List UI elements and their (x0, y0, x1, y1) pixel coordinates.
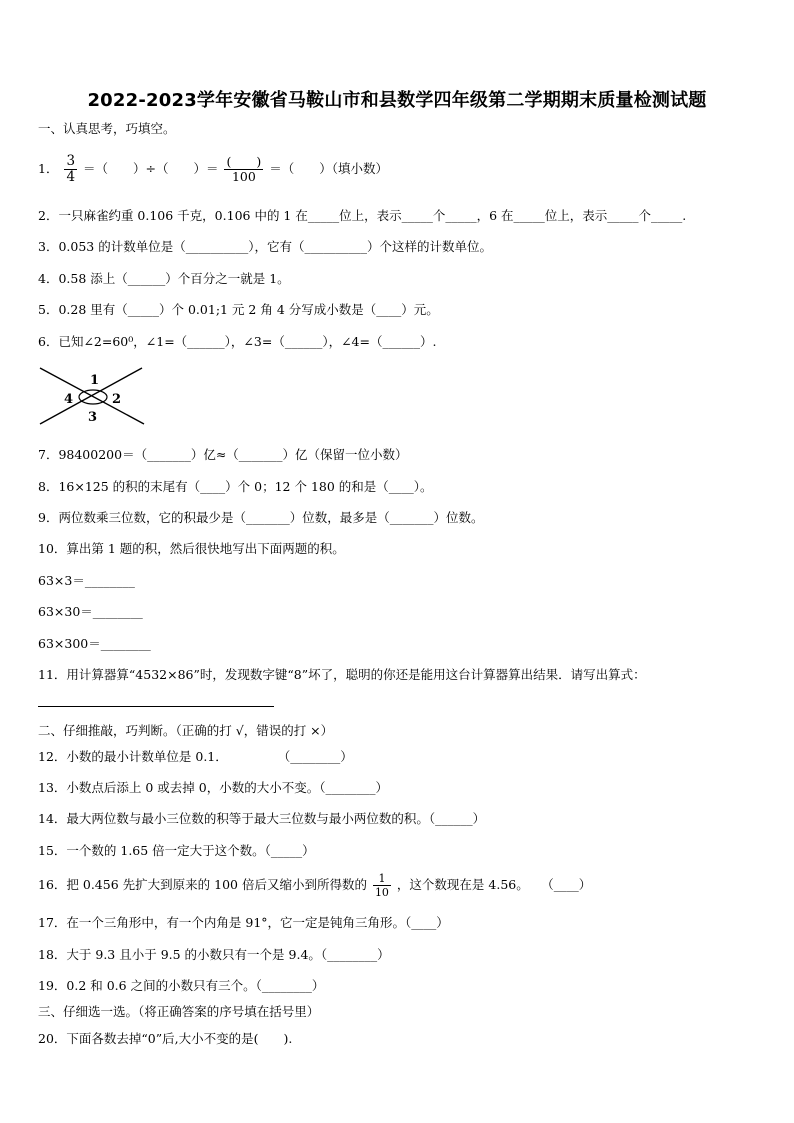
section-heading-3: 三、仔细选一选。（将正确答案的序号填在括号里） (38, 1004, 320, 1019)
angle-figure (38, 366, 146, 428)
section-heading-2: 二、仔细推敲，巧判断。（正确的打 √，错误的打 ×） (38, 723, 334, 738)
question-3: 3．0.053 的计数单位是（__________），它有（__________）个这样的计数单位。 (38, 239, 492, 254)
question-17: 17．在一个三角形中，有一个内角是 91°，它一定是钝角三角形。（____） (38, 915, 449, 930)
question-13: 13．小数点后添上 0 或去掉 0，小数的大小不变。（________） (38, 780, 388, 795)
question-19: 19．0.2 和 0.6 之间的小数只有三个。（________） (38, 978, 325, 993)
question-14: 14．最大两位数与最小三位数的积等于最大三位数与最小两位数的积。（______） (38, 811, 486, 826)
question-6: 6．已知∠2=60⁰，∠1=（______），∠3=（______），∠4=（______）. (38, 334, 437, 349)
fraction-one-tenth: $\frac{1}{10}$ (374, 872, 389, 899)
question-4: 4．0.58 添上（______）个百分之一就是 1。 (38, 271, 290, 286)
question-2: 2．一只麻雀约重 0.106 千克，0.106 中的 1 在_____位上，表示_____个_____，6 在_____位上，表示_____个_____. (38, 208, 687, 223)
question-8: 8．16×125 的积的末尾有（____）个 0；12 个 180 的和是（____）。 (38, 479, 433, 494)
question-10: 10．算出第 1 题的积，然后很快地写出下面两题的积。 (38, 541, 345, 556)
angle-label-3: 3 (88, 410, 98, 425)
question-15: 15．一个数的 1.65 倍一定大于这个数。（_____） (38, 843, 315, 858)
question-18: 18．大于 9.3 且小于 9.5 的小数只有一个是 9.4。（________） (38, 947, 390, 962)
angle-label-1: 1 (90, 373, 100, 388)
angle-label-4: 4 (64, 392, 74, 407)
question-text: ＝（ ）÷（ ）＝ (83, 161, 219, 176)
question-16 (38, 870, 591, 900)
question-1 (38, 152, 388, 186)
question-5: 5．0.28 里有（_____）个 0.01;1 元 2 角 4 分写成小数是（____）元。 (38, 302, 439, 317)
answer-line (38, 706, 274, 707)
question-7: 7．98400200＝（_______）亿≈（_______）亿（保留一位小数） (38, 447, 408, 462)
fraction-over-100: $\frac{( )}{100}$ (226, 153, 262, 184)
question-12: 12．小数的最小计数单位是 0.1． （________） (38, 749, 353, 764)
question-text: ，这个数现在是 4.56。 （____） (396, 877, 592, 892)
question-20: 20．下面各数去掉“0”后,大小不变的是( ). (38, 1031, 293, 1046)
question-9: 9．两位数乘三位数，它的积最少是（_______）位数，最多是（_______）位数。 (38, 510, 484, 525)
angle-label-2: 2 (112, 392, 122, 407)
question-11: 11．用计算器算“4532×86”时，发现数字键“8”坏了，聪明的你还是能用这台计算器算出结果．请写出算式： (38, 667, 646, 682)
question-10a: 63×3＝________ (38, 573, 135, 588)
question-text: 16．把 0.456 先扩大到原来的 100 倍后又缩小到所得数的 (38, 877, 367, 892)
question-10c: 63×300＝________ (38, 636, 151, 651)
section-heading-1: 一、认真思考，巧填空。 (38, 121, 176, 136)
question-text: ＝（ ）（填小数） (269, 161, 388, 176)
page-title: 2022-2023学年安徽省马鞍山市和县数学四年级第二学期期末质量检测试题 (87, 90, 707, 111)
fraction-three-quarters: $\frac{3}{4}$ (66, 152, 76, 185)
question-number: 1． (38, 161, 59, 176)
question-10b: 63×30＝________ (38, 604, 143, 619)
